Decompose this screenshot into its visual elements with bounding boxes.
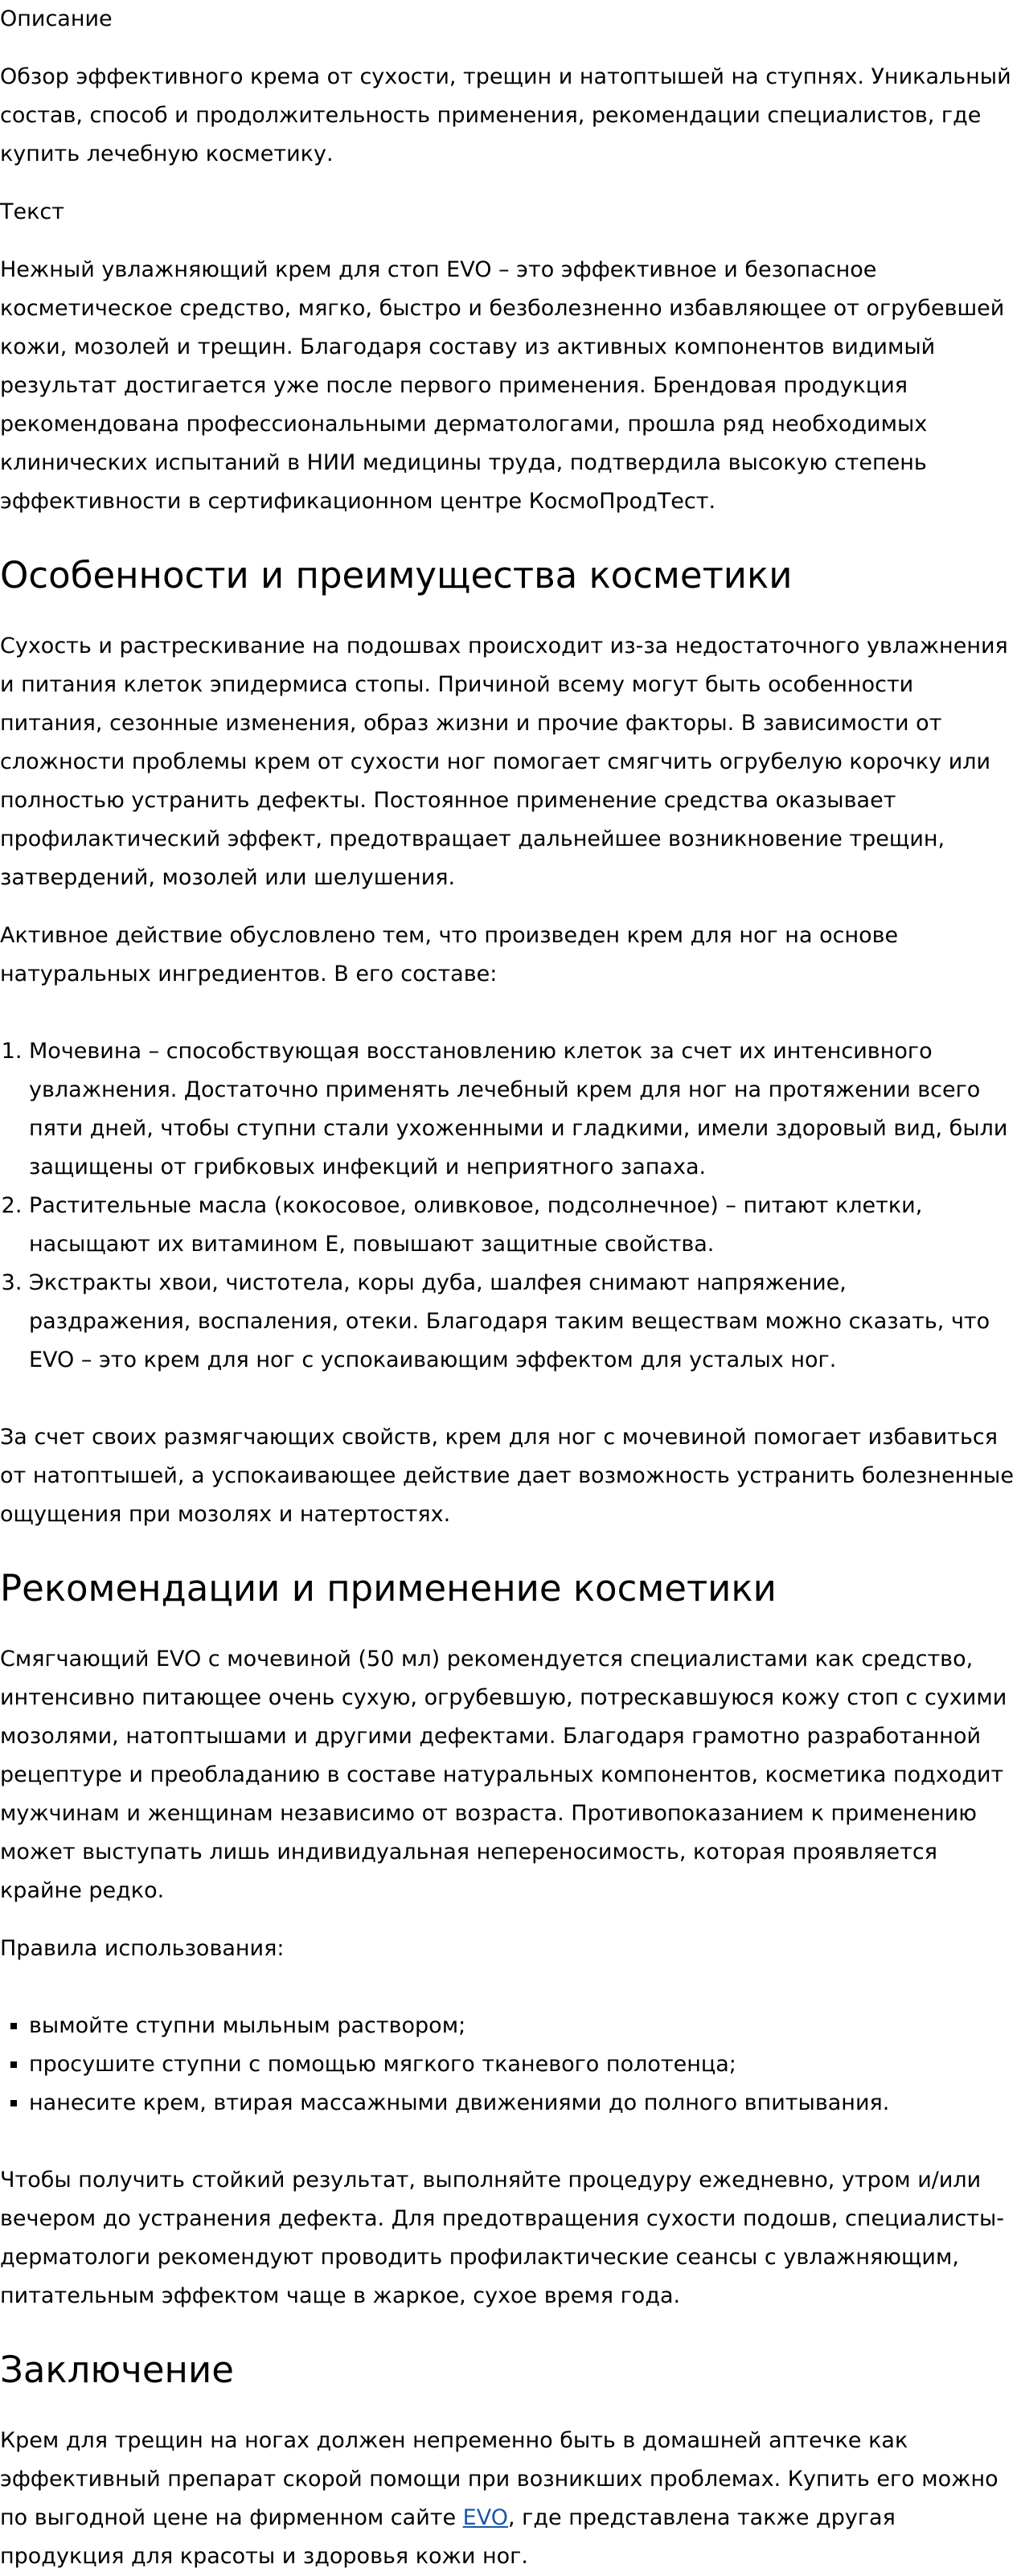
rules-label: Правила использования: (0, 1936, 285, 1961)
intro-paragraph: Нежный увлажняющий крем для стоп EVO – это эффективное и безопасное косметическое средство, мягко, быстро и безболезненно избавляющее от огрубевшей кожи, мозолей и трещин. Благодаря составу из активных компонентов видимый результат достигается уже после первого применения. Брендовая продукция рекомендована профессиональными дерматологами, прошла ряд необходимых клинических испытаний в НИИ медицины труда, подтвердила высокую степень эффективности в сертификационном центре КосмоПродТест. (0, 257, 1005, 514)
section-heading-conclusion: Заключение (0, 2348, 234, 2391)
features-paragraph-1: Сухость и растрескивание на подошвах происходит из-за недостаточного увлажнения и питания клеток эпидермиса стопы. Причиной всему могут быть особенности питания, сезонные изменения, образ жизни и прочие факторы. В зависимости от сложности проблемы крем от сухости ног помогает смягчить огрубелую корочку или полностью устранить дефекты. Постоянное применение средства оказывает профилактический эффект, предотвращает дальнейшее возникновение трещин, затвердений, мозолей или шелушения. (0, 634, 1008, 890)
conclusion-paragraph (0, 2422, 1015, 2576)
description-text: Обзор эффективного крема от сухости, трещин и натоптышей на ступнях. Уникальный состав, способ и продолжительность применения, рекомендации специалистов, где купить лечебную косметику. (0, 64, 1011, 166)
ingredients-list (0, 1032, 1015, 1380)
conclusion-text-before-link: Крем для трещин на ногах должен непременно быть в домашней аптечке как эффективный препарат скорой помощи при возникших проблемах. Купить его можно по выгодной цене на фирменном сайте (0, 2428, 998, 2530)
features-paragraph-2: Активное действие обусловлено тем, что произведен крем для ног на основе натуральных ингредиентов. В его составе: (0, 923, 899, 987)
description-label: Описание (0, 6, 113, 31)
recommendations-paragraph-1: Смягчающий EVO с мочевиной (50 мл) рекомендуется специалистами как средство, интенсивно питающее очень сухую, огрубевшую, потрескавшуюся кожу стоп с сухими мозолями, натоптышами и другими дефектами. Благодаря грамотно разработанной рецептуре и преобладанию в составе натуральных компонентов, косметика подходит мужчинам и женщинам независимо от возраста. Противопоказанием к применению может выступать лишь индивидуальная непереносимость, которая проявляется крайне редко. (0, 1647, 1007, 1903)
ingredient-item: 2. Растительные масла (кокосовое, оливковое, подсолнечное) – питают клетки, насыщают их витамином Е, повышают защитные свойства. (29, 1187, 1015, 1264)
ingredient-item: 1. Мочевина – способствующая восстановлению клеток за счет их интенсивного увлажнения. Достаточно применять лечебный крем для ног на протяжении всего пяти дней, чтобы ступни стали ухоженными и гладкими, имели здоровый вид, были защищены от грибковых инфекций и неприятного запаха. (29, 1032, 1015, 1187)
conclusion-text-after-link: , где представлена также другая продукция для красоты и здоровья кожи ног. (0, 2505, 896, 2569)
features-paragraph-3: За счет своих размягчающих свойств, крем для ног с мочевиной помогает избавиться от натоптышей, а успокаивающее действие дает возможность устранить болезненные ощущения при мозолях и натертостях. (0, 1425, 1014, 1527)
section-heading-features: Особенности и преимущества косметики (0, 554, 793, 597)
rule-item: ▪ нанесите крем, втирая массажными движениями до полного впитывания. (29, 2084, 1015, 2123)
ingredient-item: 3. Экстракты хвои, чистотела, коры дуба, шалфея снимают напряжение, раздражения, воспаления, отеки. Благодаря таким веществам можно сказать, что EVO – это крем для ног с успокаивающим эффектом для усталых ног. (29, 1264, 1015, 1380)
section-heading-recommendations: Рекомендации и применение косметики (0, 1567, 777, 1610)
recommendations-paragraph-2: Чтобы получить стойкий результат, выполняйте процедуру ежедневно, утром и/или вечером до устранения дефекта. Для предотвращения сухости подошв, специалисты-дерматологи рекомендуют проводить профилактические сеансы с увлажняющим, питательным эффектом чаще в жаркое, сухое время года. (0, 2168, 1005, 2308)
rules-list (0, 2007, 1015, 2123)
text-label: Текст (0, 199, 64, 224)
evo-site-link[interactable]: EVO (462, 2505, 508, 2530)
rule-item: ▪ вымойте ступни мыльным раствором; (29, 2007, 1015, 2045)
rule-item: ▪ просушите ступни с помощью мягкого тканевого полотенца; (29, 2045, 1015, 2084)
